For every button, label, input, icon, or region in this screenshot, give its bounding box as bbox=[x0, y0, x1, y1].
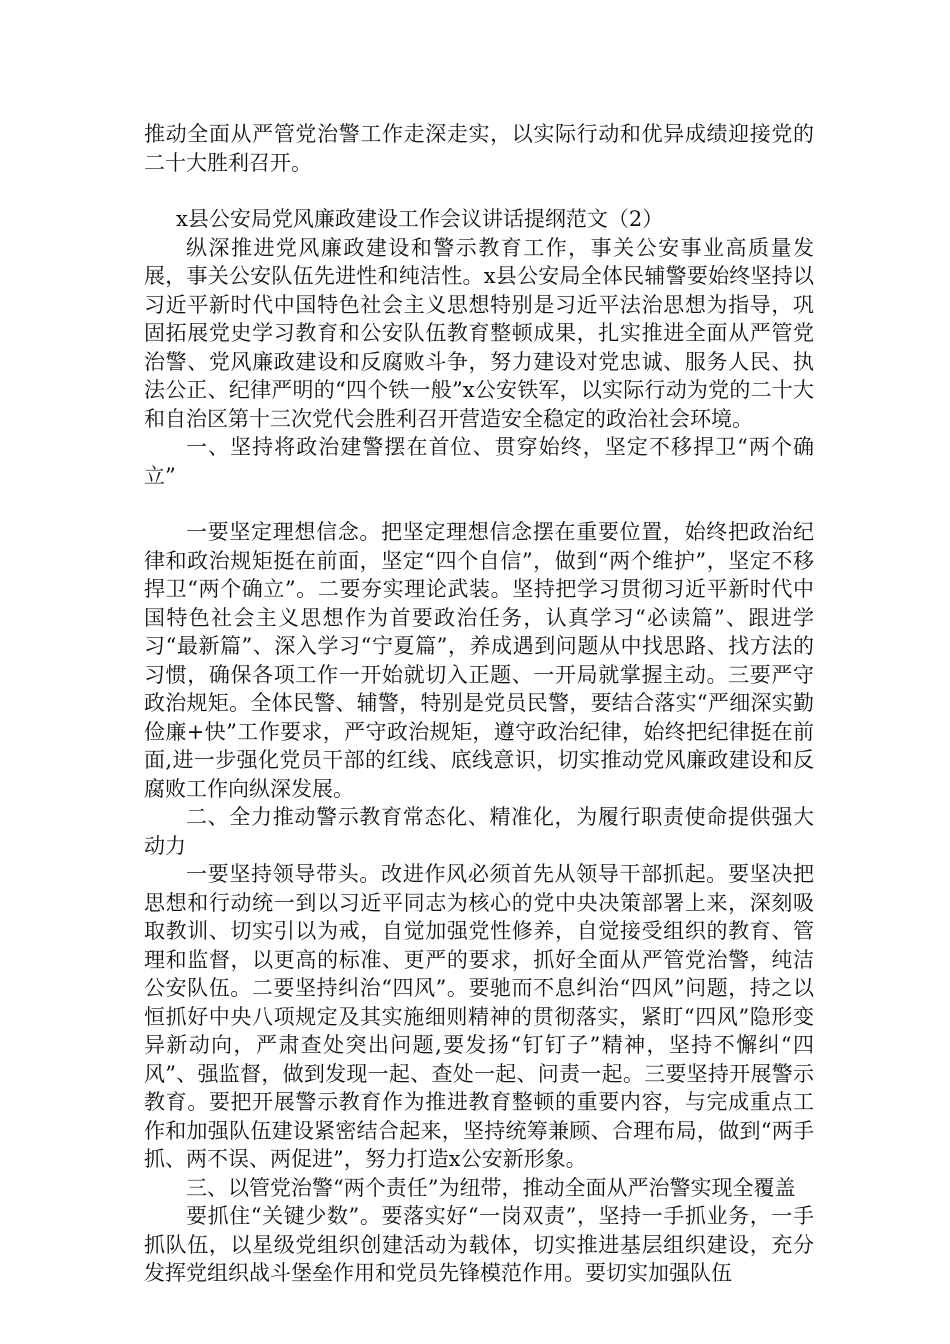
blank-line bbox=[144, 490, 814, 518]
section-heading-1: 一、坚持将政治建警摆在首位、贯穿始终，坚定不移捍卫“两个确立” bbox=[144, 435, 814, 488]
paragraph-preface: 纵深推进党风廉政建设和警示教育工作，事关公安事业高质量发展，事关公安队伍先进性和纯洁性。x县公安局全体民辅警要始终坚持以习近平新时代中国特色社会主义思想特别是习近平法治思想为指导，巩固拓展党史学习教育和公安队伍教育整顿成果，扎实推进全面从严管党治警、党风廉政建设和反腐败斗争，努力建设对党忠诚、服务人民、执法公正、纪律严明的“四个铁一般”x公安铁军，以实际行动为党的二十大和自治区第十三次党代会胜利召开营造安全稳定的政治社会环境。 bbox=[144, 235, 814, 431]
section-heading-2: 二、全力推动警示教育常态化、精准化，为履行职责使命提供强大动力 bbox=[144, 805, 814, 858]
intro-paragraph-tail: 推动全面从严管党治警工作走深走实，以实际行动和优异成绩迎接党的二十大胜利召开。 bbox=[144, 122, 814, 175]
section-heading-3: 三、以管党治警“两个责任”为纽带，推动全面从严治警实现全覆盖 bbox=[186, 1175, 796, 1200]
paragraph-section-3: 要抓住“关键少数”。要落实好“一岗双责”，坚持一手抓业务，一手抓队伍，以星级党组织创建活动为载体，切实推进基层组织建设，充分发挥党组织战斗堡垒作用和党员先锋模范作用。要切实加强队伍 bbox=[144, 1204, 814, 1285]
document-title: x县公安局党风廉政建设工作会议讲话提纲范文（2） bbox=[176, 207, 664, 231]
paragraph-section-1: 一要坚定理想信念。把坚定理想信念摆在重要位置，始终把政治纪律和政治规矩挺在前面，坚定“四个自信”，做到“两个维护”，坚定不移捍卫“两个确立”。二要夯实理论武装。坚持把学习贯彻习近平新时代中国特色社会主义思想作为首要政治任务，认真学习“必读篇”、跟进学习“最新篇”、深入学习“宁夏篇”，养成遇到问题从中找思路、找方法的习惯，确保各项工作一开始就切入正题、一开局就掌握主动。三要严守政治规矩。全体民警、辅警，特别是党员民警，要结合落实“严细深实勤俭廉+快”工作要求，严守政治规矩，遵守政治纪律，始终把纪律挺在前面,进一步强化党员干部的红线、底线意识，切实推动党风廉政建设和反腐败工作向纵深发展。 bbox=[144, 520, 814, 801]
paragraph-section-2: 一要坚持领导带头。改进作风必须首先从领导干部抓起。要坚决把思想和行动统一到以习近平同志为核心的党中央决策部署上来，深刻吸取教训、切实引以为戒，自觉加强党性修养，自觉接受组织的教育、管理和监督，以更高的标准、更严的要求，抓好全面从严管党治警，纯洁公安队伍。二要坚持纠治“四风”。要驰而不息纠治“四风”问题，持之以恒抓好中央八项规定及其实施细则精神的贯彻落实，紧盯“四风”隐形变异新动向，严肃查处突出问题,要发扬“钉钉子”精神，坚持不懈纠“四风”、强监督，做到发现一起、查处一起、问责一起。三要坚持开展警示教育。要把开展警示教育作为推进教育整顿的重要内容，与完成重点工作和加强队伍建设紧密结合起来，坚持统筹兼顾、合理布局，做到“两手抓、两不误、两促进”，努力打造x公安新形象。 bbox=[144, 862, 814, 1171]
document-body bbox=[144, 120, 814, 1288]
